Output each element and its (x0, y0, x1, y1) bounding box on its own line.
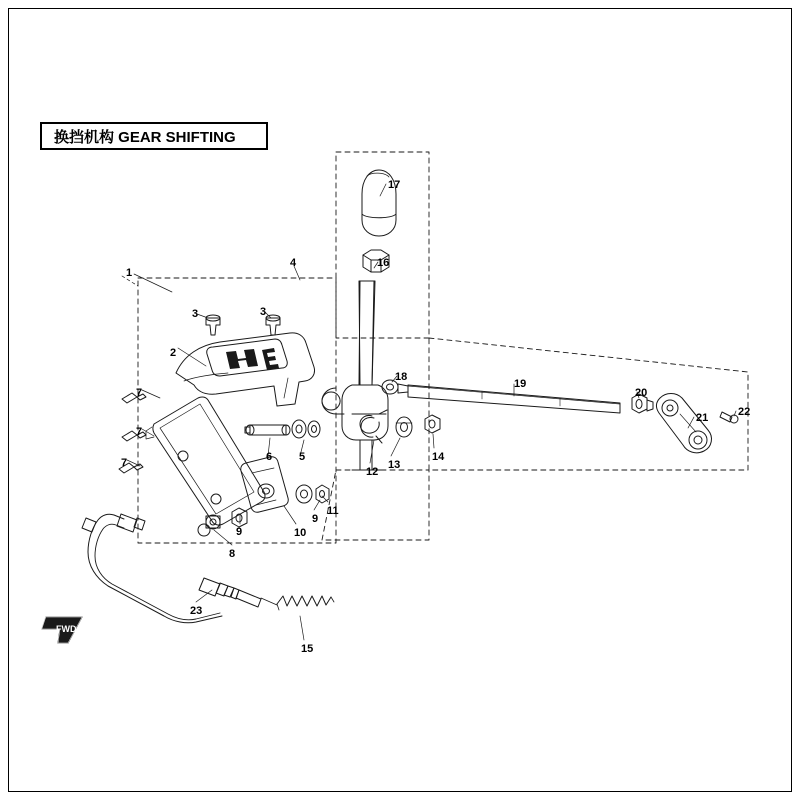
callout-10: 10 (294, 527, 307, 539)
part-7-fastener-b (122, 431, 146, 441)
part-7-fastener-a (122, 393, 146, 403)
part-3-bolt-right (266, 315, 280, 335)
part-12-torsion-spring (360, 410, 387, 443)
part-5-washer-b (308, 421, 320, 437)
callout-23: 23 (190, 605, 203, 617)
callout-3a: 3 (192, 308, 199, 320)
part-6-pivot-pin (245, 425, 290, 435)
callout-12: 12 (366, 466, 379, 478)
callout-3b: 3 (260, 306, 267, 318)
callout-7a: 7 (136, 387, 143, 399)
page-title: 换挡机构 GEAR SHIFTING (54, 128, 236, 146)
group-boundary-dashed (138, 152, 751, 543)
callout-1: 1 (126, 267, 133, 279)
part-9-nut-right (316, 485, 329, 503)
fwd-label: FWD (56, 624, 77, 634)
callout-21: 21 (696, 412, 709, 424)
callout-7b: 7 (136, 426, 143, 438)
part-2-shift-console-cover (176, 333, 315, 406)
callout-8: 8 (229, 548, 236, 560)
part-14-nut (425, 415, 440, 433)
callout-11: 11 (327, 505, 339, 517)
callout-14: 14 (432, 451, 445, 463)
part-5-washer-a (292, 420, 306, 438)
callout-7c: 7 (121, 457, 128, 469)
part-11-washer (296, 485, 312, 503)
part-4-shift-lever (322, 281, 388, 470)
callout-19: 19 (514, 378, 527, 390)
callout-6: 6 (266, 451, 273, 463)
callout-4: 4 (290, 257, 297, 269)
part-15-return-spring (277, 596, 334, 610)
callout-17: 17 (388, 179, 401, 191)
callout-5: 5 (299, 451, 306, 463)
part-23-shift-cable (82, 514, 277, 623)
callout-15: 15 (301, 643, 314, 655)
part-13-washer (396, 417, 412, 437)
callout-13: 13 (388, 459, 401, 471)
callout-20: 20 (635, 387, 648, 399)
callout-2: 2 (170, 347, 177, 359)
callout-9a: 9 (236, 526, 243, 538)
callout-16: 16 (377, 257, 390, 269)
callout-18: 18 (395, 371, 408, 383)
callout-9b: 9 (312, 513, 319, 525)
callout-22: 22 (738, 406, 751, 418)
